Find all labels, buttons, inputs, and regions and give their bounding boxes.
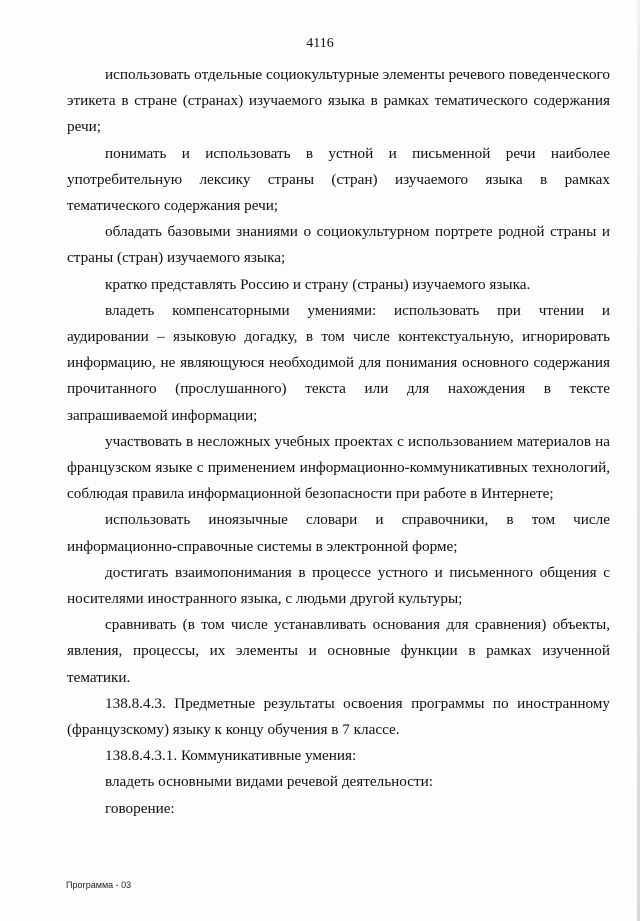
paragraph-sociocultural-etiquette: использовать отдельные социокультурные элементы речевого поведенческого этикета в стране (странах) изучаемого языка в рамках тематического содержания речи; [67,66,610,136]
page-body [67,62,610,822]
paragraph-dictionaries: использовать иноязычные словари и справочники, в том числе информационно-справочные системы в электронной форме; [67,511,610,555]
paragraph-compensatory-skills: владеть компенсаторными умениями: использовать при чтении и аудировании – языковую догадку, в том числе контекстуальную, игнорировать информацию, не являющуюся необходимой для понимания основного содержания прочитанного (прослушанного) текста или для нахождения в тексте запрашиваемой информации; [67,301,610,424]
paragraph-basic-knowledge: обладать базовыми знаниями о социокультурном портрете родной страны и страны (стран) изучаемого языка; [67,223,610,267]
paragraph-speaking: говорение: [105,799,175,817]
paragraph-mutual-understanding: достигать взаимопонимания в процессе устного и письменного общения с носителями иностранного языка, с людьми другой культуры; [67,563,610,608]
paragraph-subject-results-heading: 138.8.4.3. Предметные результаты освоения программы по иностранному (французскому) языку к концу обучения в 7 классе. [67,694,610,739]
paragraph-speech-activity: владеть основными видами речевой деятельности: [105,773,433,791]
paragraph-projects: участвовать в несложных учебных проектах с использованием материалов на французском языке с применением информационно-коммуникативных технологий, соблюдая правила информационной безопасности при работе в Интернете; [67,432,610,503]
paragraph-present-russia: кратко представлять Россию и страну (страны) изучаемого языка. [105,275,531,293]
page-footer: Программа - 03 [66,880,132,890]
page-number: 4116 [306,36,334,51]
paragraph-communicative-skills-heading: 138.8.4.3.1. Коммуникативные умения: [105,747,357,765]
paragraph-compare: сравнивать (в том числе устанавливать основания для сравнения) объекты, явления, процессы, их элементы и основные функции в рамках изученной тематики. [67,616,610,686]
paragraph-understand-lexicon: понимать и использовать в устной и письменной речи наиболее употребительную лексику страны (стран) изучаемого языка в рамках тематического содержания речи; [67,144,610,215]
